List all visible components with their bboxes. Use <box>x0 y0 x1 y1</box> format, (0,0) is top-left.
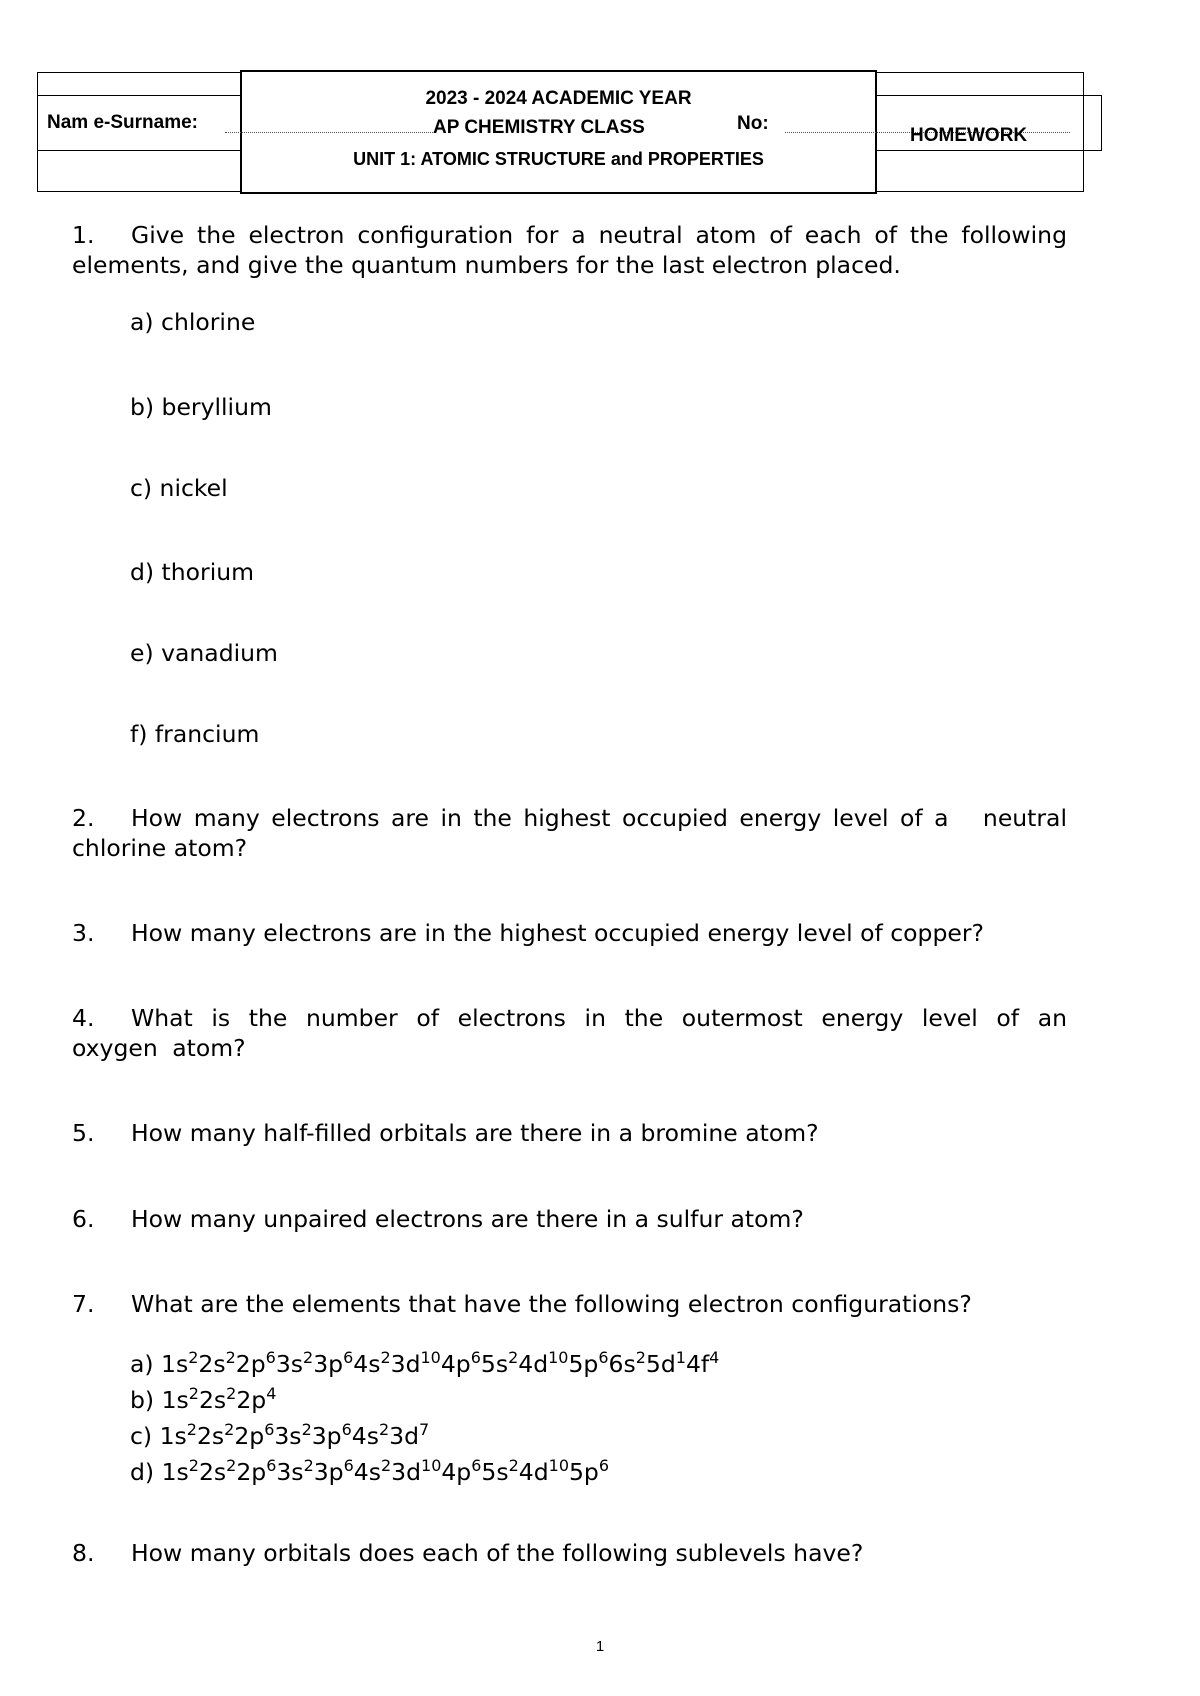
electron-count: 10 <box>548 1348 569 1368</box>
question-8 <box>72 1538 1067 1568</box>
orbital-term: 2p <box>234 1422 265 1450</box>
electron-count: 2 <box>380 1456 392 1476</box>
electron-count: 2 <box>378 1420 390 1440</box>
electron-count: 2 <box>226 1384 237 1404</box>
electron-count: 6 <box>471 1456 482 1476</box>
electron-count: 2 <box>303 1456 314 1476</box>
header-row-line-bottom <box>37 150 240 151</box>
class-name: AP CHEMISTRY CLASS <box>433 117 645 138</box>
electron-count: 2 <box>188 1348 199 1368</box>
q1-item-b: b) beryllium <box>130 393 272 421</box>
electron-count: 2 <box>380 1348 391 1368</box>
config-label: d) <box>130 1458 162 1486</box>
orbital-term: 6s <box>608 1350 636 1378</box>
q7-item-b <box>130 1382 1067 1418</box>
orbital-term: 2s <box>196 1422 225 1450</box>
orbital-term: 3s <box>276 1458 304 1486</box>
question-7-number: 7. <box>72 1290 95 1318</box>
orbital-term: 5s <box>481 1458 509 1486</box>
orbital-term: 5p <box>568 1350 599 1378</box>
question-2-text: How many electrons are in the highest occupied energy level of a neutral chlorine atom? <box>72 804 1075 862</box>
name-surname-label: Nam e-Surname: <box>47 112 198 133</box>
electron-count: 2 <box>303 1348 314 1368</box>
orbital-term: 5d <box>645 1350 676 1378</box>
question-3 <box>72 918 1067 948</box>
electron-count: 2 <box>508 1348 519 1368</box>
orbital-term: 2p <box>236 1458 267 1486</box>
header-right-edge <box>1101 95 1102 151</box>
electron-count: 2 <box>635 1348 646 1368</box>
question-6-text: How many unpaired electrons are there in a sulfur atom? <box>131 1205 804 1233</box>
orbital-term: 2p <box>235 1350 266 1378</box>
question-1-number: 1. <box>72 221 95 249</box>
header-row-line-top-right <box>877 95 1102 96</box>
electron-count: 2 <box>224 1420 235 1440</box>
orbital-term: 3p <box>311 1422 342 1450</box>
orbital-term: 3d <box>389 1422 420 1450</box>
question-7 <box>72 1289 1067 1319</box>
orbital-term: 4f <box>685 1350 710 1378</box>
electron-count: 1 <box>675 1348 686 1368</box>
electron-count: 6 <box>265 1348 276 1368</box>
orbital-term: 5s <box>480 1350 509 1378</box>
q1-item-a: a) chlorine <box>130 308 256 336</box>
q7-item-d <box>130 1454 1067 1490</box>
name-fill-line[interactable] <box>225 132 435 133</box>
electron-count: 10 <box>548 1456 569 1476</box>
orbital-term: 3s <box>275 1350 304 1378</box>
orbital-term: 3p <box>313 1458 344 1486</box>
electron-count: 6 <box>343 1348 354 1368</box>
orbital-term: 4d <box>518 1458 549 1486</box>
config-label: c) <box>130 1422 160 1450</box>
question-4-number: 4. <box>72 1004 95 1032</box>
orbital-term: 3s <box>274 1422 302 1450</box>
question-3-text: How many electrons are in the highest occupied energy level of copper? <box>131 919 984 947</box>
orbital-term: 1s <box>161 1386 189 1414</box>
question-7-text: What are the elements that have the following electron configurations? <box>131 1290 972 1318</box>
question-1 <box>72 220 1067 280</box>
electron-count: 6 <box>598 1348 609 1368</box>
q1-item-c: c) nickel <box>130 474 228 502</box>
electron-count: 7 <box>419 1420 430 1440</box>
q7-item-c <box>130 1418 1067 1454</box>
question-5-number: 5. <box>72 1119 95 1147</box>
q1-item-d: d) thorium <box>130 558 255 586</box>
question-4 <box>72 1003 1067 1063</box>
electron-count: 6 <box>343 1456 354 1476</box>
electron-count: 6 <box>264 1420 275 1440</box>
question-2-number: 2. <box>72 804 95 832</box>
electron-count: 2 <box>186 1420 197 1440</box>
orbital-term: 3d <box>391 1458 422 1486</box>
academic-year: 2023 - 2024 ACADEMIC YEAR <box>425 88 692 109</box>
electron-count: 6 <box>266 1456 277 1476</box>
header-table <box>0 0 1200 200</box>
header-row-line-top <box>37 95 240 96</box>
electron-count: 6 <box>341 1420 352 1440</box>
q1-item-e: e) vanadium <box>130 639 278 667</box>
electron-count: 2 <box>188 1456 199 1476</box>
electron-count: 10 <box>420 1348 441 1368</box>
electron-count: 2 <box>508 1456 519 1476</box>
orbital-term: 2s <box>198 1458 227 1486</box>
orbital-term: 4s <box>351 1422 379 1450</box>
orbital-term: 4s <box>353 1350 381 1378</box>
electron-count: 2 <box>225 1348 236 1368</box>
orbital-term: 4d <box>518 1350 549 1378</box>
orbital-term: 2p <box>236 1386 267 1414</box>
orbital-term: 4p <box>441 1458 472 1486</box>
page-number: 1 <box>595 1638 605 1655</box>
question-8-number: 8. <box>72 1539 95 1567</box>
orbital-term: 1s <box>161 1350 189 1378</box>
number-label: No: <box>737 113 769 134</box>
orbital-term: 5p <box>568 1458 599 1486</box>
orbital-term: 4p <box>440 1350 471 1378</box>
orbital-term: 1s <box>161 1458 189 1486</box>
config-label: b) <box>130 1386 162 1414</box>
question-4-text: What is the number of electrons in the outermost energy level of an oxygen atom? <box>72 1004 1067 1062</box>
question-8-text: How many orbitals does each of the following sublevels have? <box>131 1539 864 1567</box>
q7-configurations <box>72 1346 1067 1490</box>
unit-title: UNIT 1: ATOMIC STRUCTURE and PROPERTIES <box>353 149 764 169</box>
electron-count: 4 <box>266 1384 277 1404</box>
electron-count: 4 <box>709 1348 720 1368</box>
electron-count: 2 <box>226 1456 237 1476</box>
orbital-term: 1s <box>159 1422 187 1450</box>
header-row-line-bottom-right <box>877 150 1102 151</box>
orbital-term: 2s <box>198 1386 227 1414</box>
question-6 <box>72 1204 1067 1234</box>
homework-label: HOMEWORK <box>910 125 1028 146</box>
electron-count: 6 <box>470 1348 481 1368</box>
q1-item-f: f) francium <box>130 720 260 748</box>
question-3-number: 3. <box>72 919 95 947</box>
question-5-text: How many half-filled orbitals are there in a bromine atom? <box>131 1119 819 1147</box>
question-2 <box>72 803 1075 863</box>
question-6-number: 6. <box>72 1205 95 1233</box>
electron-count: 10 <box>421 1456 442 1476</box>
question-1-text: Give the electron configuration for a neutral atom of each of the following elements, and give the quantum numbers for the last electron placed. <box>72 221 1067 279</box>
config-label: a) <box>130 1350 162 1378</box>
electron-count: 6 <box>598 1456 610 1476</box>
electron-count: 2 <box>188 1384 199 1404</box>
questions <box>72 216 1075 1568</box>
orbital-term: 2s <box>198 1350 226 1378</box>
electron-count: 2 <box>301 1420 312 1440</box>
orbital-term: 4s <box>353 1458 381 1486</box>
question-5 <box>72 1118 1067 1148</box>
q7-item-a <box>130 1346 1067 1382</box>
orbital-term: 3d <box>390 1350 421 1378</box>
orbital-term: 3p <box>313 1350 344 1378</box>
